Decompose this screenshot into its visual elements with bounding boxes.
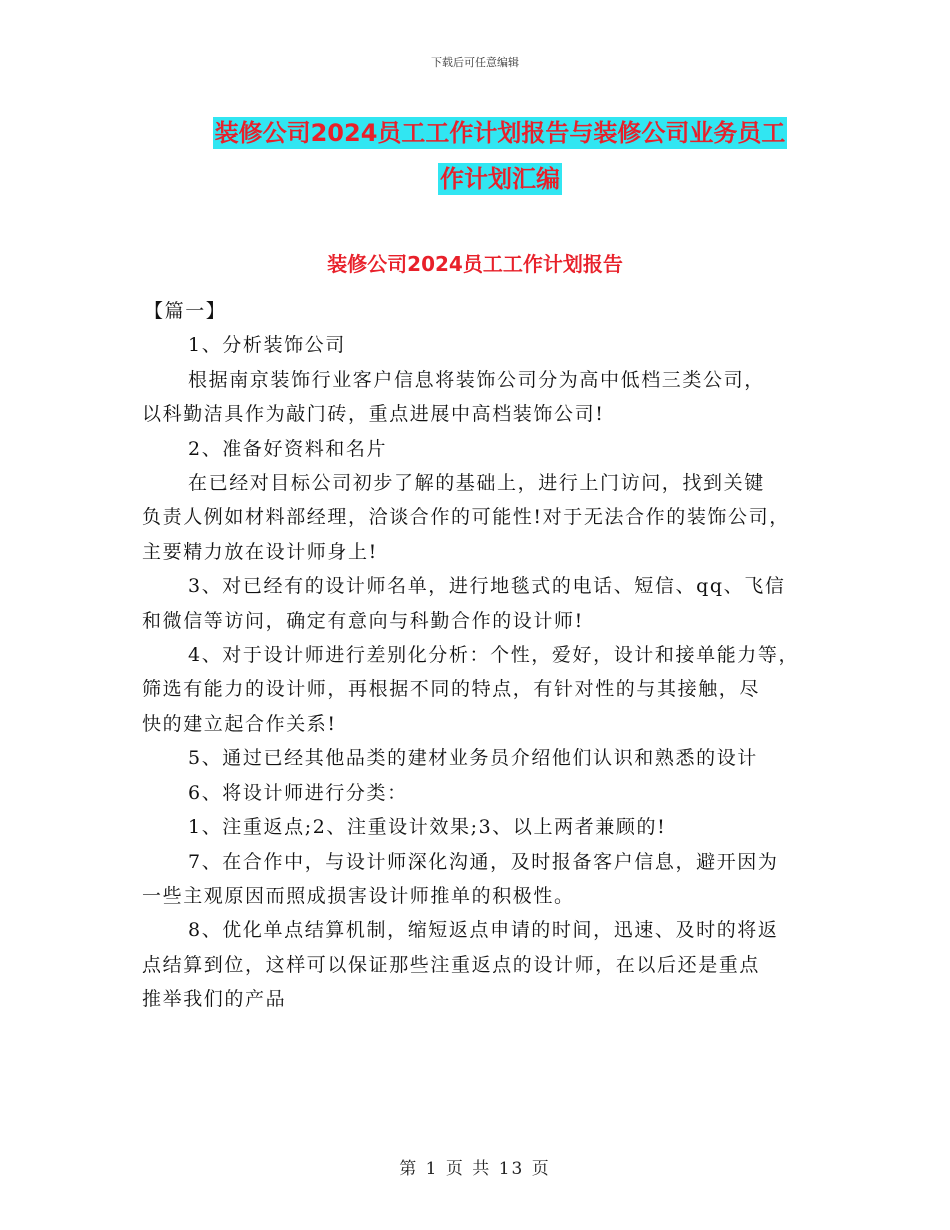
paragraph-line: 5、通过已经其他品类的建材业务员介绍他们认识和熟悉的设计: [188, 747, 758, 770]
paragraph: [142, 741, 832, 775]
paragraph-line: 在已经对目标公司初步了解的基础上，进行上门访问，找到关键: [188, 472, 765, 495]
paragraph-line: 快的建立起合作关系!: [142, 712, 337, 735]
paragraph-line: 根据南京装饰行业客户信息将装饰公司分为高中低档三类公司，: [188, 368, 765, 391]
paragraph: [142, 913, 832, 1016]
document-title: [140, 110, 860, 202]
paragraph-line: 和微信等访问，确定有意向与科勤合作的设计师!: [142, 609, 584, 632]
paragraph: [142, 328, 832, 362]
paragraph-line: 筛选有能力的设计师，再根据不同的特点，有针对性的与其接触，尽: [142, 678, 761, 701]
paragraph-line: 7、在合作中，与设计师深化沟通，及时报备客户信息，避开因为: [188, 850, 779, 873]
paragraph-line: 3、对已经有的设计师名单，进行地毯式的电话、短信、qq、飞信: [188, 575, 786, 598]
paragraph-line: 主要精力放在设计师身上!: [142, 540, 378, 563]
paragraph-line: 推举我们的产品: [142, 988, 287, 1011]
paragraph: [142, 466, 832, 569]
paragraph-line: 1、注重返点;2、注重设计效果;3、以上两者兼顾的!: [188, 816, 667, 839]
paragraph-line: 6、将设计师进行分类：: [188, 781, 408, 804]
paragraph-line: 8、优化单点结算机制，缩短返点申请的时间，迅速、及时的将返: [188, 919, 779, 942]
paragraph-line: 2、准备好资料和名片: [188, 437, 388, 460]
paragraph: [142, 845, 832, 914]
paragraph: [142, 569, 832, 638]
paragraph: [142, 776, 832, 810]
section-title: 装修公司2024员工工作计划报告: [327, 252, 623, 276]
section-tag: 【篇一】: [144, 300, 227, 322]
paragraph-line: 4、对于设计师进行差别化分析：个性，爱好，设计和接单能力等，: [188, 644, 800, 667]
paragraph-line: 一些主观原因而照成损害设计师推单的积极性。: [142, 884, 575, 907]
document-body: [142, 294, 832, 1017]
document-title-line-2: 作计划汇编: [440, 165, 560, 193]
document-title-line-1: 装修公司2024员工工作计划报告与装修公司业务员工: [214, 119, 786, 147]
paragraph: [142, 363, 832, 432]
paragraph-line: 1、分析装饰公司: [188, 334, 346, 357]
paragraph-line: 负责人例如材料部经理，洽谈合作的可能性!对于无法合作的装饰公司，: [142, 506, 790, 529]
header-note: 下载后可任意编辑: [431, 56, 519, 69]
page-number: 第 1 页 共 13 页: [399, 1159, 551, 1179]
paragraph: [142, 810, 832, 844]
paragraph-line: 以科勤洁具作为敲门砖，重点进展中高档装饰公司!: [142, 403, 605, 426]
paragraph-list: [142, 328, 832, 1016]
paragraph-line: 点结算到位，这样可以保证那些注重返点的设计师，在以后还是重点: [142, 953, 761, 976]
paragraph: [142, 638, 832, 741]
paragraph: [142, 432, 832, 466]
